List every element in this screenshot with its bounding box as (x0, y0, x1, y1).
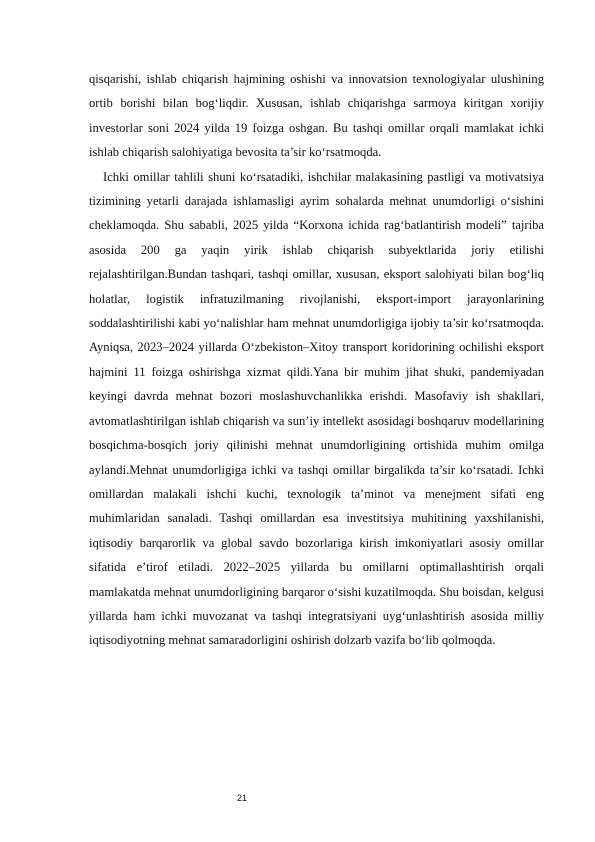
paragraph-internal-factors: Ichki omillar tahlili shuni ko‘rsatadiki, ishchilar malakasining pastligi va motivatsiya tizimining yetarli darajada ishlamasligi ayrim sohalarda mehnat unumdorligi o‘sishini cheklamoqda. Shu sababli, 2025 yilda “Korxona ichida rag‘batlantirish modeli” tajriba asosida 200 ga yaqin yirik ishlab chiqarish subyektlarida joriy etilishi rejalashtirilgan.Bundan tashqari, tashqi omillar, xususan, eksport salohiyati bilan bog‘liq holatlar, logistik infratuzilmaning rivojlanishi, eksport-import jarayonlarining soddalashtirilishi kabi yo‘nalishlar ham mehnat unumdorligiga ijobiy ta’sir ko‘rsatmoqda. Ayniqsa, 2023–2024 yillarda O‘zbekiston–Xitoy transport koridorining ochilishi eksport hajmini 11 foizga oshirishga xizmat qildi.Yana bir muhim jihat shuki, pandemiyadan keyingi davrda mehnat bozori moslashuvchanlikka erishdi. Masofaviy ish shakllari, avtomatlashtirilgan ishlab chiqarish va sun’iy intellekt asosidagi boshqaruv modellarining bosqichma-bosqich joriy qilinishi mehnat unumdorligining ortishida muhim omilga aylandi.Mehnat unumdorligiga ichki va tashqi omillar birgalikda ta’sir ko‘rsatadi. Ichki omillardan malakali ishchi kuchi, texnologik ta’minot va menejment sifati eng muhimlaridan sanaladi. Tashqi omillardan esa investitsiya muhitining yaxshilanishi, iqtisodiy barqarorlik va global savdo bozorlariga kirish imkoniyatlari asosiy omillar sifatida e’tirof etiladi. 2022–2025 yillarda bu omillarni optimallashtirish orqali mamlakatda mehnat unumdorligining barqaror o‘sishi kuzatilmoqda. Shu boisdan, kelgusi yillarda ham ichki muvozanat va tashqi integratsiyani uyg‘unlashtirish asosida milliy iqtisodiyotning mehnat samaradorligini oshirish dolzarb vazifa bo‘lib qolmoqda. (89, 169, 544, 648)
paragraph-continuation: qisqarishi, ishlab chiqarish hajmining oshishi va innovatsion texnologiyalar ulushining ortib borishi bilan bog‘liqdir. Xususan, ishlab chiqarishga sarmoya kiritgan xorijiy investorlar soni 2024 yilda 19 foizga oshgan. Bu tashqi omillar orqali mamlakat ichki ishlab chiqarish salohiyatiga bevosita ta’sir ko‘rsatmoqda. (89, 72, 544, 160)
page-number: 21 (236, 793, 247, 803)
body-text (89, 67, 544, 653)
